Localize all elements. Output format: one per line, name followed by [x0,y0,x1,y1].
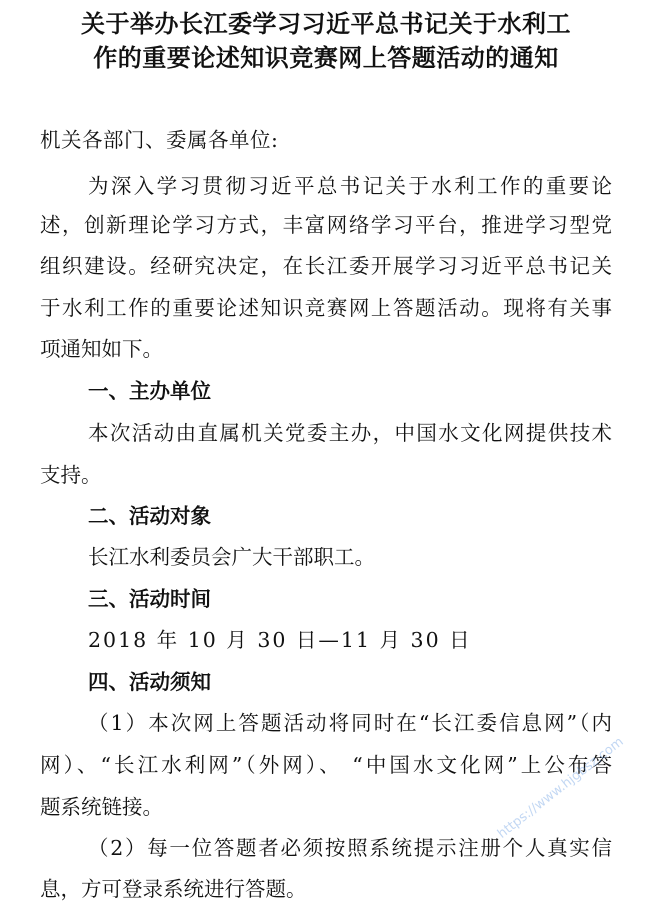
section-body-line: 长江水利委员会广大干部职工。 [88,545,375,569]
section-body-line: 题系统链接。 [40,795,163,819]
doc-title-line-2: 作的重要论述知识竞赛网上答题活动的通知 [93,43,559,72]
activity-date-range: 2018 年 10 月 30 日—11 月 30 日 [88,628,472,652]
intro-line: 述，创新理论学习方式，丰富网络学习平台，推进学习型党 [40,213,612,237]
section-heading: 三、活动时间 [88,587,211,611]
section-body-line: （1）本次网上答题活动将同时在“长江委信息网”（内 [88,711,612,735]
doc-title-line-1: 关于举办长江委学习习近平总书记关于水利工 [81,9,571,38]
section-heading: 一、主办单位 [88,379,211,403]
intro-line: 于水利工作的重要论述知识竞赛网上答题活动。现将有关事 [40,296,612,320]
section-heading: 四、活动须知 [88,670,211,694]
salutation: 机关各部门、委属各单位: [40,128,279,152]
intro-line: 组织建设。经研究决定，在长江委开展学习习近平总书记关 [40,254,612,278]
section-body-line: 息，方可登录系统进行答题。 [40,877,307,901]
intro-line: 项通知如下。 [40,337,163,361]
section-body-line: 网）、“长江水利网”（外网）、 “中国水文化网”上公布答 [40,753,612,777]
section-body-line: 本次活动由直属机关党委主办，中国水文化网提供技术 [88,421,612,445]
section-body-line: （2）每一位答题者必须按照系统提示注册个人真实信 [88,836,612,860]
intro-line: 为深入学习贯彻习近平总书记关于水利工作的重要论 [88,174,612,198]
watermark: https://www.hjgbsz.com [495,734,627,842]
section-body-line: 支持。 [40,463,102,487]
section-heading: 二、活动对象 [88,504,211,528]
